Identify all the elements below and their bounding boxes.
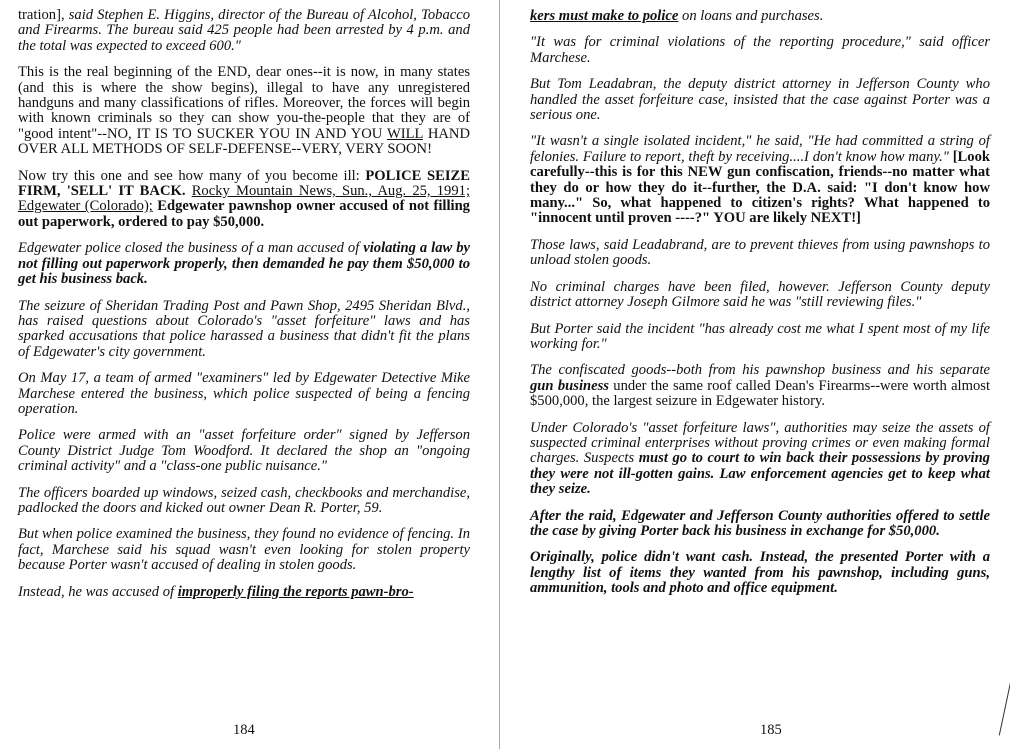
right-page (508, 0, 1010, 749)
right-page-paragraph (530, 509, 990, 540)
text-run: HAND OVER ALL METHODS OF SELF-DEFENSE--VERY, VERY SOON! (18, 125, 470, 158)
text-run: said Stephen E. Higgins, director of the Bureau of Alcohol, Tobacco and Firearms. The bureau said 425 people had been arrested by 4 p.m. and the total was expected to exceed 600." (18, 7, 470, 54)
page-edge-mark (999, 677, 1010, 736)
page-number-left: 184 (233, 722, 255, 738)
left-page-paragraph (18, 585, 470, 600)
text-run: Edgewater pawnshop owner accused of not filling out paperwork, ordered to pay $50,000. (18, 198, 470, 230)
left-page (0, 0, 500, 749)
text-run: Originally, police didn't want cash. Instead, the presented Porter with a lengthy list of items they wanted from his pawnshop, including guns, ammunition, tools and photo and office equipment. (530, 549, 990, 597)
text-run: This is the real beginning of the END, dear ones--it is now, in many states (and this is where the show begins), illegal to have any unregistered handguns and many classifications of rifles. Moreover, the forces will begin with known criminals so they can show you-the-people that they are of "good intent"--NO, IT IS TO SUCKER YOU IN AND YOU (18, 64, 470, 142)
left-page-paragraph (18, 241, 470, 287)
text-run: But Tom Leadabran, the deputy district attorney in Jefferson County who handled the asset forfeiture case, insisted that the case against Porter was a serious one. (530, 76, 990, 124)
right-page-paragraph (530, 363, 990, 409)
text-run: must go to court to win back their possessions by proving they were not ill-gotten gains. Law enforcement agencies get to keep what they seize. (530, 450, 990, 498)
right-page-text (530, 9, 990, 608)
text-run: WILL (387, 125, 423, 142)
left-page-paragraph (18, 486, 470, 517)
text-run: Rocky Mountain News, Sun., Aug. 25, 1991; Edgewater (Colorado); (18, 183, 470, 215)
right-page-paragraph (530, 421, 990, 498)
text-run: kers must make to police (530, 8, 679, 24)
text-run: "It was for criminal violations of the reporting procedure," said officer Marchese. (530, 34, 990, 66)
right-page-paragraph (530, 134, 990, 226)
left-page-paragraph (18, 8, 470, 54)
left-page-paragraph (18, 169, 470, 231)
text-run: Police were armed with an "asset forfeiture order" signed by Jefferson County District Judge Tom Woodford. It declared the shop an "ongoing criminal activity" and a "class-one public nuisance." (18, 427, 470, 475)
text-run: But Porter said the incident "has already cost me what I spent most of my life working for." (530, 320, 990, 352)
left-page-paragraph (18, 428, 470, 474)
left-page-paragraph (18, 371, 470, 417)
right-page-paragraph (530, 238, 990, 269)
page-number-right: 185 (760, 722, 782, 738)
text-run: Instead, he was accused of (18, 583, 178, 600)
text-run: Under Colorado's "asset forfeiture laws", authorities may seize the assets of suspected criminal enterprises without proving crimes or even making formal charges. Suspects (530, 419, 990, 467)
left-page-paragraph (18, 527, 470, 573)
text-run: The officers boarded up windows, seized cash, checkbooks and merchandise, padlocked the doors and kicked out owner Dean R. Porter, 59. (18, 484, 470, 516)
text-run: Edgewater police closed the business of a man accused of (18, 240, 364, 257)
text-run: under the same roof called Dean's Firearms--were worth almost $500,000, the largest seizure in Edgewater history. (530, 377, 990, 410)
page-gutter (499, 0, 500, 749)
right-page-paragraph (530, 9, 990, 24)
left-page-text (18, 8, 470, 611)
text-run: Those laws, said Leadabrand, are to prevent thieves from using pawnshops to unload stolen goods. (530, 236, 990, 269)
text-run: But when police examined the business, they found no evidence of fencing. In fact, Marchese said his squad wasn't even looking for stolen property because Porter wasn't accused of dealing in stolen goods. (18, 526, 470, 574)
text-run: The seizure of Sheridan Trading Post and Pawn Shop, 2495 Sheridan Blvd., has raised questions about Colorado's "asset forfeiture" laws and has sparked accusations that police harassed a business that didn't fit the plans of Edgewater's city government. (18, 297, 470, 360)
text-run: tration], (18, 7, 69, 23)
right-page-paragraph (530, 35, 990, 66)
text-run: improperly filing the reports pawn-bro- (177, 583, 414, 600)
right-page-paragraph (530, 280, 990, 311)
text-run: gun business (530, 377, 609, 394)
text-run: on loans and purchases. (678, 8, 824, 24)
text-run: [Look carefully--this is for this NEW gun confiscation, friends--no matter what they do or how they do it--further, the D.A. said: "I don't know how many..." So, what happened to citizen's rights? What happened to "innocent until proven ----?" YOU are likely NEXT!] (530, 148, 990, 227)
text-run: The confiscated goods--both from his pawnshop business and his separate (530, 362, 990, 379)
text-run: "It wasn't a single isolated incident," he said, "He had committed a string of felonies. Failure to report, theft by receiving....I don't know how many." (530, 133, 990, 165)
right-page-paragraph (530, 550, 990, 596)
right-page-paragraph (530, 322, 990, 353)
text-run: On May 17, a team of armed "examiners" led by Edgewater Detective Mike Marchese entered the business, which police suspected of being a fencing operation. (18, 370, 470, 417)
right-page-paragraph (530, 77, 990, 123)
text-run: No criminal charges have been filed, however. Jefferson County deputy district attorney Joseph Gilmore said he was "still reviewing files." (530, 278, 990, 311)
text-run: POLICE SEIZE FIRM, 'SELL' IT BACK. (18, 167, 470, 200)
text-run: After the raid, Edgewater and Jefferson County authorities offered to settle the case by giving Porter back his business in exchange for $50,000. (530, 507, 990, 539)
text-run: violating a law by not filling out paperwork properly, then demanded he pay them $50,000 to get his business back. (18, 240, 471, 288)
left-page-paragraph (18, 65, 470, 157)
left-page-paragraph (18, 299, 470, 361)
text-run: Now try this one and see how many of you become ill: (18, 167, 366, 184)
